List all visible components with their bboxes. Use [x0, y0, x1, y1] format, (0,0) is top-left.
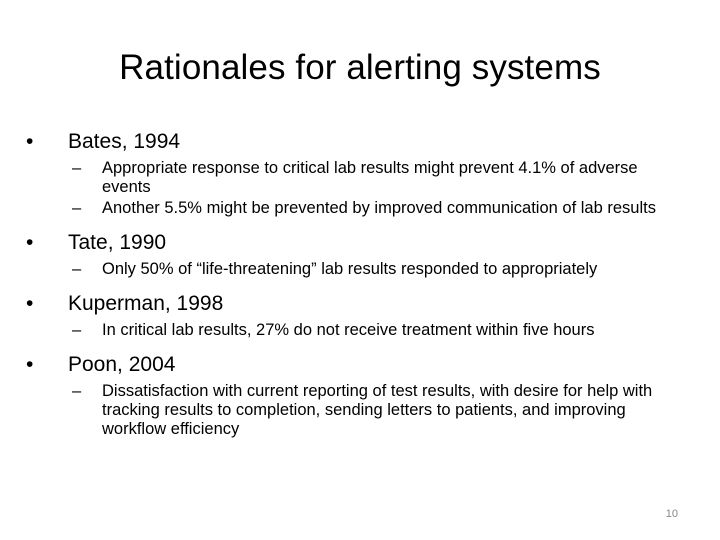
- bullet-item-poon: [26, 351, 686, 379]
- dash-icon: –: [72, 260, 82, 278]
- page-number: 10: [665, 508, 678, 520]
- bullet-label: Kuperman, 1998: [68, 292, 224, 315]
- bullet-icon: •: [26, 231, 34, 254]
- sub-bullet-text: Appropriate response to critical lab results might prevent 4.1% of adverse events: [102, 159, 638, 196]
- bullet-label: Bates, 1994: [68, 130, 181, 153]
- sub-list-tate: [72, 260, 686, 279]
- sub-bullet-text: Dissatisfaction with current reporting of test results, with desire for help with tracking results to completion, sending letters to patients, and improving workflow efficiency: [102, 382, 653, 438]
- bullet-item-kuperman: [26, 290, 686, 318]
- slide-content: [26, 128, 686, 450]
- sub-bullet-item: [72, 321, 686, 340]
- sub-bullet-item: [72, 260, 686, 279]
- sub-list-bates: [72, 159, 686, 218]
- dash-icon: –: [72, 321, 82, 339]
- bullet-icon: •: [26, 130, 34, 153]
- slide-title: Rationales for alerting systems: [119, 48, 601, 87]
- dash-icon: –: [72, 382, 82, 400]
- sub-list-kuperman: [72, 321, 686, 340]
- bullet-item-bates: [26, 128, 686, 156]
- bullet-icon: •: [26, 353, 34, 376]
- bullet-item-tate: [26, 229, 686, 257]
- sub-list-poon: [72, 382, 686, 439]
- dash-icon: –: [72, 199, 82, 217]
- sub-bullet-item: [72, 159, 686, 197]
- dash-icon: –: [72, 159, 82, 177]
- sub-bullet-text: Another 5.5% might be prevented by improved communication of lab results: [102, 199, 656, 217]
- bullet-label: Tate, 1990: [68, 231, 167, 254]
- bullet-icon: •: [26, 292, 34, 315]
- bullet-label: Poon, 2004: [68, 353, 176, 376]
- sub-bullet-item: [72, 382, 686, 439]
- sub-bullet-text: Only 50% of “life-threatening” lab results responded to appropriately: [102, 260, 598, 278]
- sub-bullet-item: [72, 199, 686, 218]
- sub-bullet-text: In critical lab results, 27% do not receive treatment within five hours: [102, 321, 595, 339]
